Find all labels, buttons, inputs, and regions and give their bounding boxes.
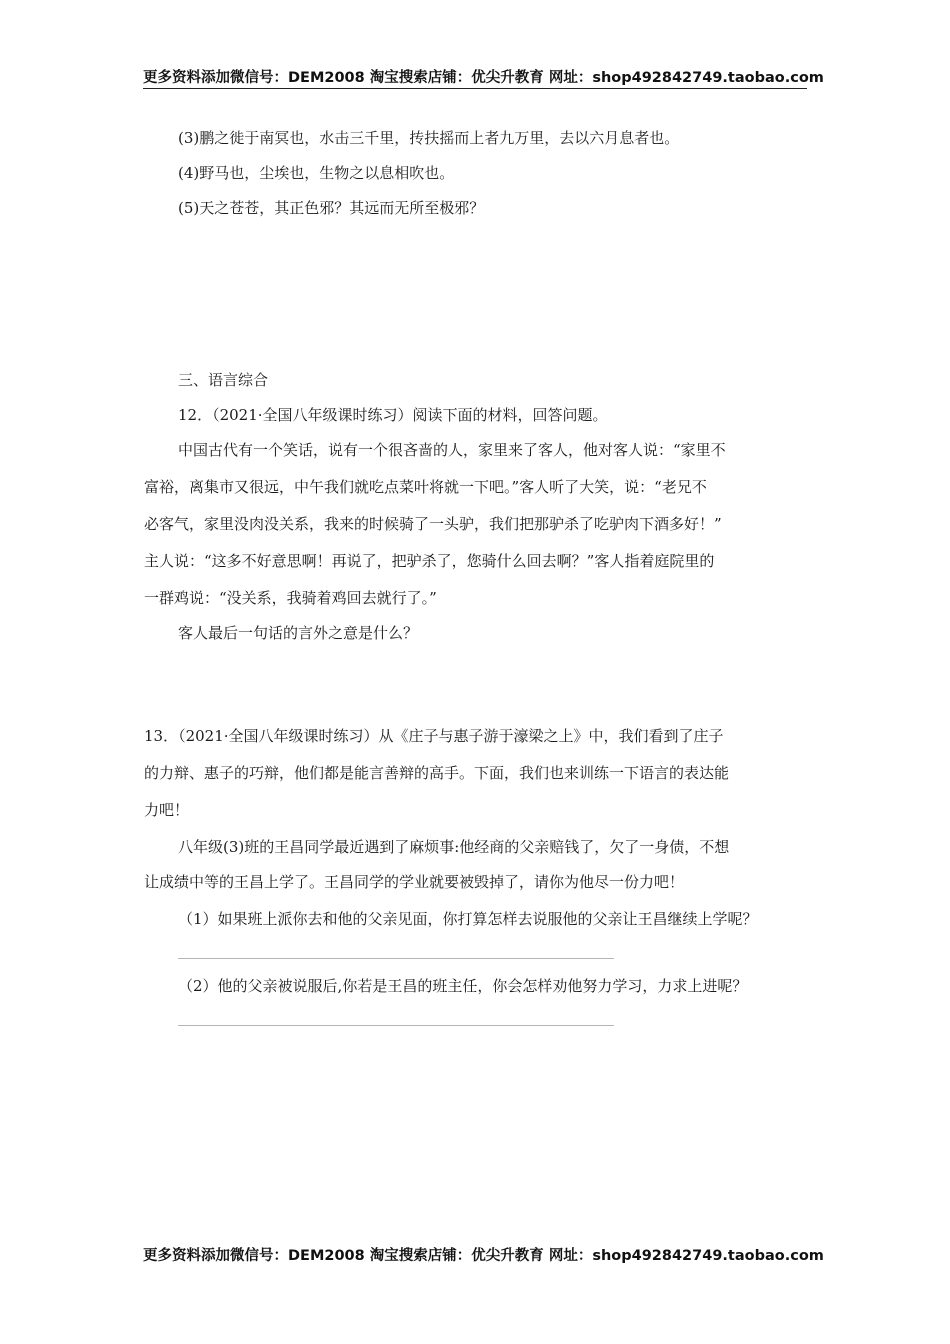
answer-line-1[interactable]	[178, 958, 614, 959]
prev-item-5: (5)天之苍苍，其正色邪？其远而无所至极邪？	[178, 199, 485, 217]
q13-title-line: 的力辩、惠子的巧辩，他们都是能言善辩的高手。下面，我们也来训练一下语言的表达能	[144, 764, 730, 782]
q13-sub-question-1: （1）如果班上派你去和他的父亲见面，你打算怎样去说服他的父亲让王昌继续上学呢？	[178, 910, 758, 928]
q12-passage-line: 必客气，家里没肉没关系，我来的时候骑了一头驴，我们把那驴杀了吃驴肉下酒多好！”	[144, 515, 722, 533]
page-header: 更多资料添加微信号：DEM2008 淘宝搜索店铺：优尖升教育 网址：shop492842749.taobao.com	[143, 70, 824, 86]
q12-passage-line: 主人说：“这多不好意思啊！再说了，把驴杀了，您骑什么回去啊？”客人指着庭院里的	[144, 552, 715, 570]
answer-line-2[interactable]	[178, 1025, 614, 1026]
q12-passage-line: 一群鸡说：“没关系，我骑着鸡回去就行了。”	[144, 589, 437, 607]
prev-item-3: (3)鹏之徙于南冥也，水击三千里，抟扶摇而上者九万里，去以六月息者也。	[178, 129, 680, 147]
q12-passage-line: 富裕，离集市又很远，中午我们就吃点菜叶将就一下吧。”客人听了大笑，说：“老兄不	[144, 478, 707, 496]
q13-title-line: 13．（2021·全国八年级课时练习）从《庄子与惠子游于濠梁之上》中，我们看到了庄子	[144, 727, 724, 745]
header-rule	[143, 88, 807, 89]
q13-scenario-line: 八年级(3)班的王昌同学最近遇到了麻烦事:他经商的父亲赔钱了，欠了一身债，不想	[178, 838, 730, 856]
q13-sub-question-2: （2）他的父亲被说服后,你若是王昌的班主任，你会怎样劝他努力学习，力求上进呢？	[178, 977, 748, 995]
q13-scenario-line: 让成绩中等的王昌上学了。王昌同学的学业就要被毁掉了，请你为他尽一份力吧！	[144, 873, 685, 891]
q12-question: 客人最后一句话的言外之意是什么？	[178, 624, 419, 642]
q12-passage-line: 中国古代有一个笑话，说有一个很吝啬的人，家里来了客人，他对客人说：“家里不	[178, 441, 726, 459]
q13-title-line: 力吧！	[144, 801, 190, 819]
section-title: 三、语言综合	[178, 371, 269, 389]
q12-title: 12．（2021·全国八年级课时练习）阅读下面的材料，回答问题。	[178, 406, 608, 424]
prev-item-4: (4)野马也，尘埃也，生物之以息相吹也。	[178, 164, 455, 182]
page-footer: 更多资料添加微信号：DEM2008 淘宝搜索店铺：优尖升教育 网址：shop492842749.taobao.com	[143, 1248, 824, 1264]
